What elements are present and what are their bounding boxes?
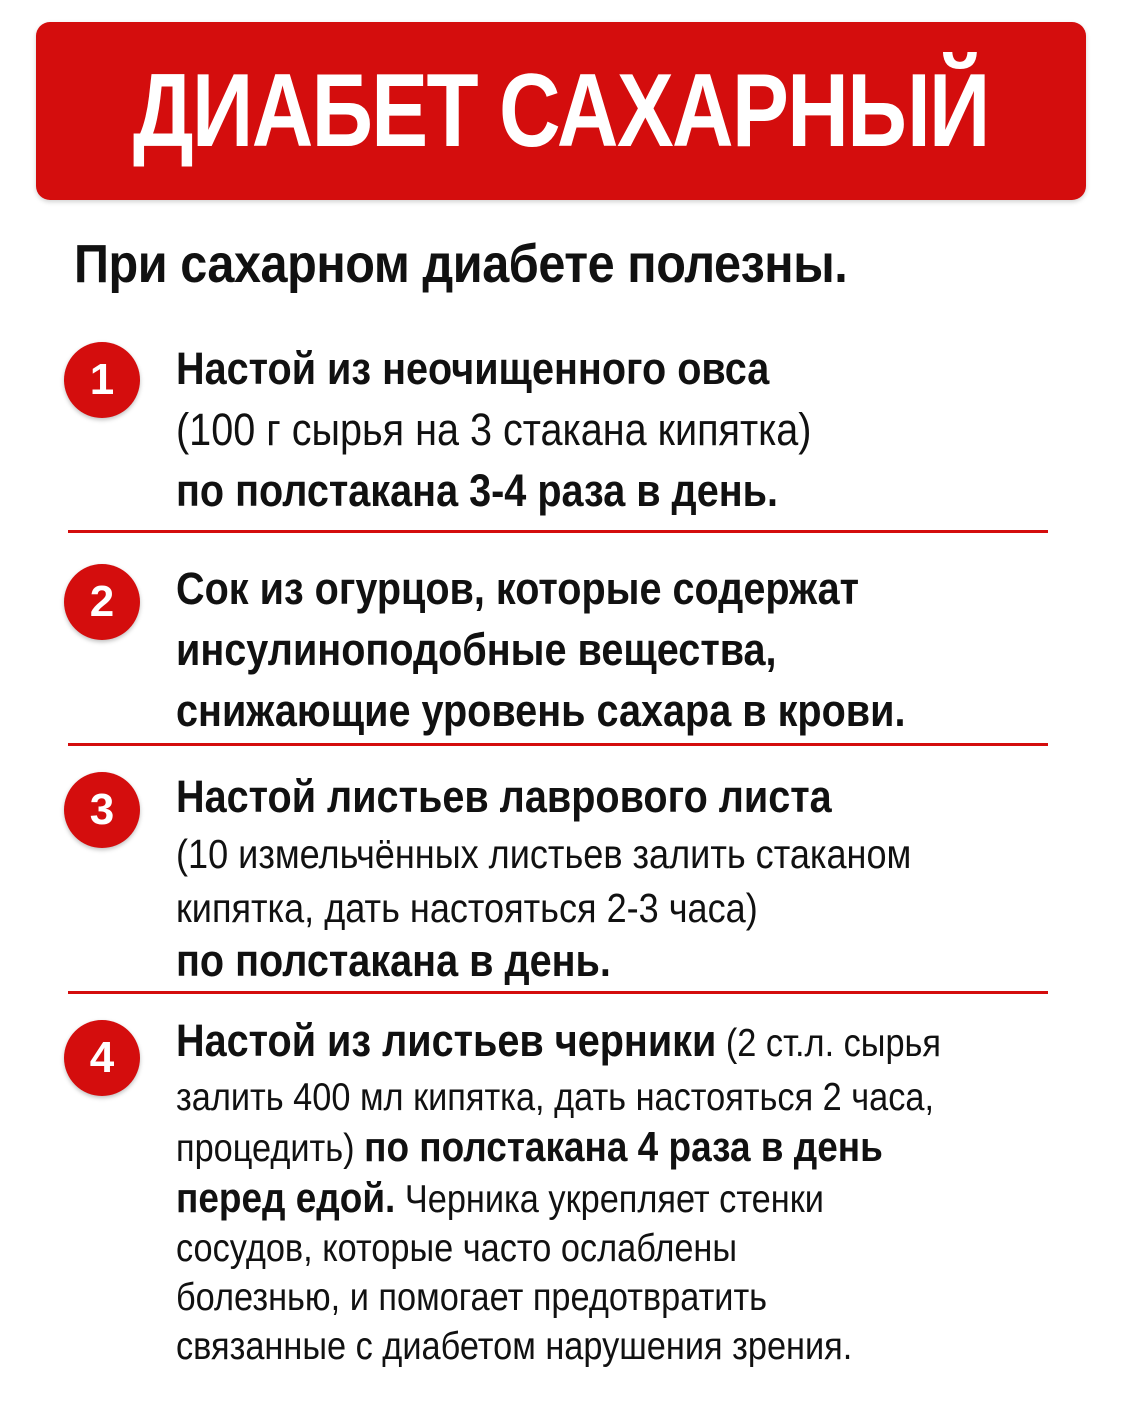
page-title: ДИАБЕТ САХАРНЫЙ: [133, 53, 989, 169]
item-1-dosage: по полстакана 3-4 раза в день.: [176, 465, 778, 516]
divider-3: [68, 991, 1048, 994]
number-badge-2: 2: [64, 564, 140, 640]
item-1-text: [176, 338, 950, 521]
subtitle: При сахарном диабете полезны.: [74, 234, 848, 294]
item-1-recipe: (100 г сырья на 3 стакана кипятка): [176, 404, 812, 455]
item-3-dosage: по полстакана в день.: [176, 935, 611, 986]
item-4-heading: Настой из листьев черники: [176, 1015, 717, 1066]
item-3-recipe-2: кипятка, дать настояться 2-3 часа): [176, 885, 758, 931]
item-3-recipe-1: (10 измельчённых листьев залить стаканом: [176, 831, 912, 877]
item-4-line-2: залить 400 мл кипятка, дать настояться 2 часа,: [176, 1076, 935, 1119]
item-4-text: [176, 1012, 950, 1371]
item-2-line-2: инсулиноподобные вещества,: [176, 624, 777, 675]
item-1-heading: Настой из неочищенного овса: [176, 343, 770, 394]
item-3-heading: Настой листьев лаврового листа: [176, 771, 832, 822]
divider-2: [68, 743, 1048, 746]
title-banner: [36, 22, 1086, 200]
item-4-timing: перед едой.: [176, 1174, 396, 1221]
item-4-benefit-start: Черника укрепляет стенки: [395, 1178, 824, 1221]
item-4-dosage: по полстакана 4 раза в день: [364, 1123, 883, 1170]
item-4-line-5: сосудов, которые часто ослаблены: [176, 1227, 738, 1270]
item-4-line-6: болезнью, и помогает предотвратить: [176, 1276, 768, 1319]
item-3-text: [176, 766, 950, 987]
number-badge-4: 4: [64, 1020, 140, 1096]
item-2-line-1: Сок из огурцов, которые содержат: [176, 563, 859, 614]
divider-1: [68, 530, 1048, 533]
item-4-line-4: [176, 1173, 950, 1224]
number-badge-3: 3: [64, 772, 140, 848]
number-badge-1: 1: [64, 342, 140, 418]
item-4-line-3: [176, 1122, 950, 1173]
item-4-line-1: [176, 1012, 950, 1073]
item-4-recipe-start: (2 ст.л. сырья: [716, 1022, 942, 1065]
item-2-text: [176, 558, 950, 741]
list-item-4: [64, 1012, 1054, 1372]
list-item-1: [64, 338, 1054, 516]
item-2-line-3: снижающие уровень сахара в крови.: [176, 685, 906, 736]
list-item-3: [64, 766, 1054, 986]
item-4-line-7: связанные с диабетом нарушения зрения.: [176, 1325, 853, 1368]
list-item-2: [64, 558, 1054, 736]
item-4-recipe-end: процедить): [176, 1127, 365, 1170]
